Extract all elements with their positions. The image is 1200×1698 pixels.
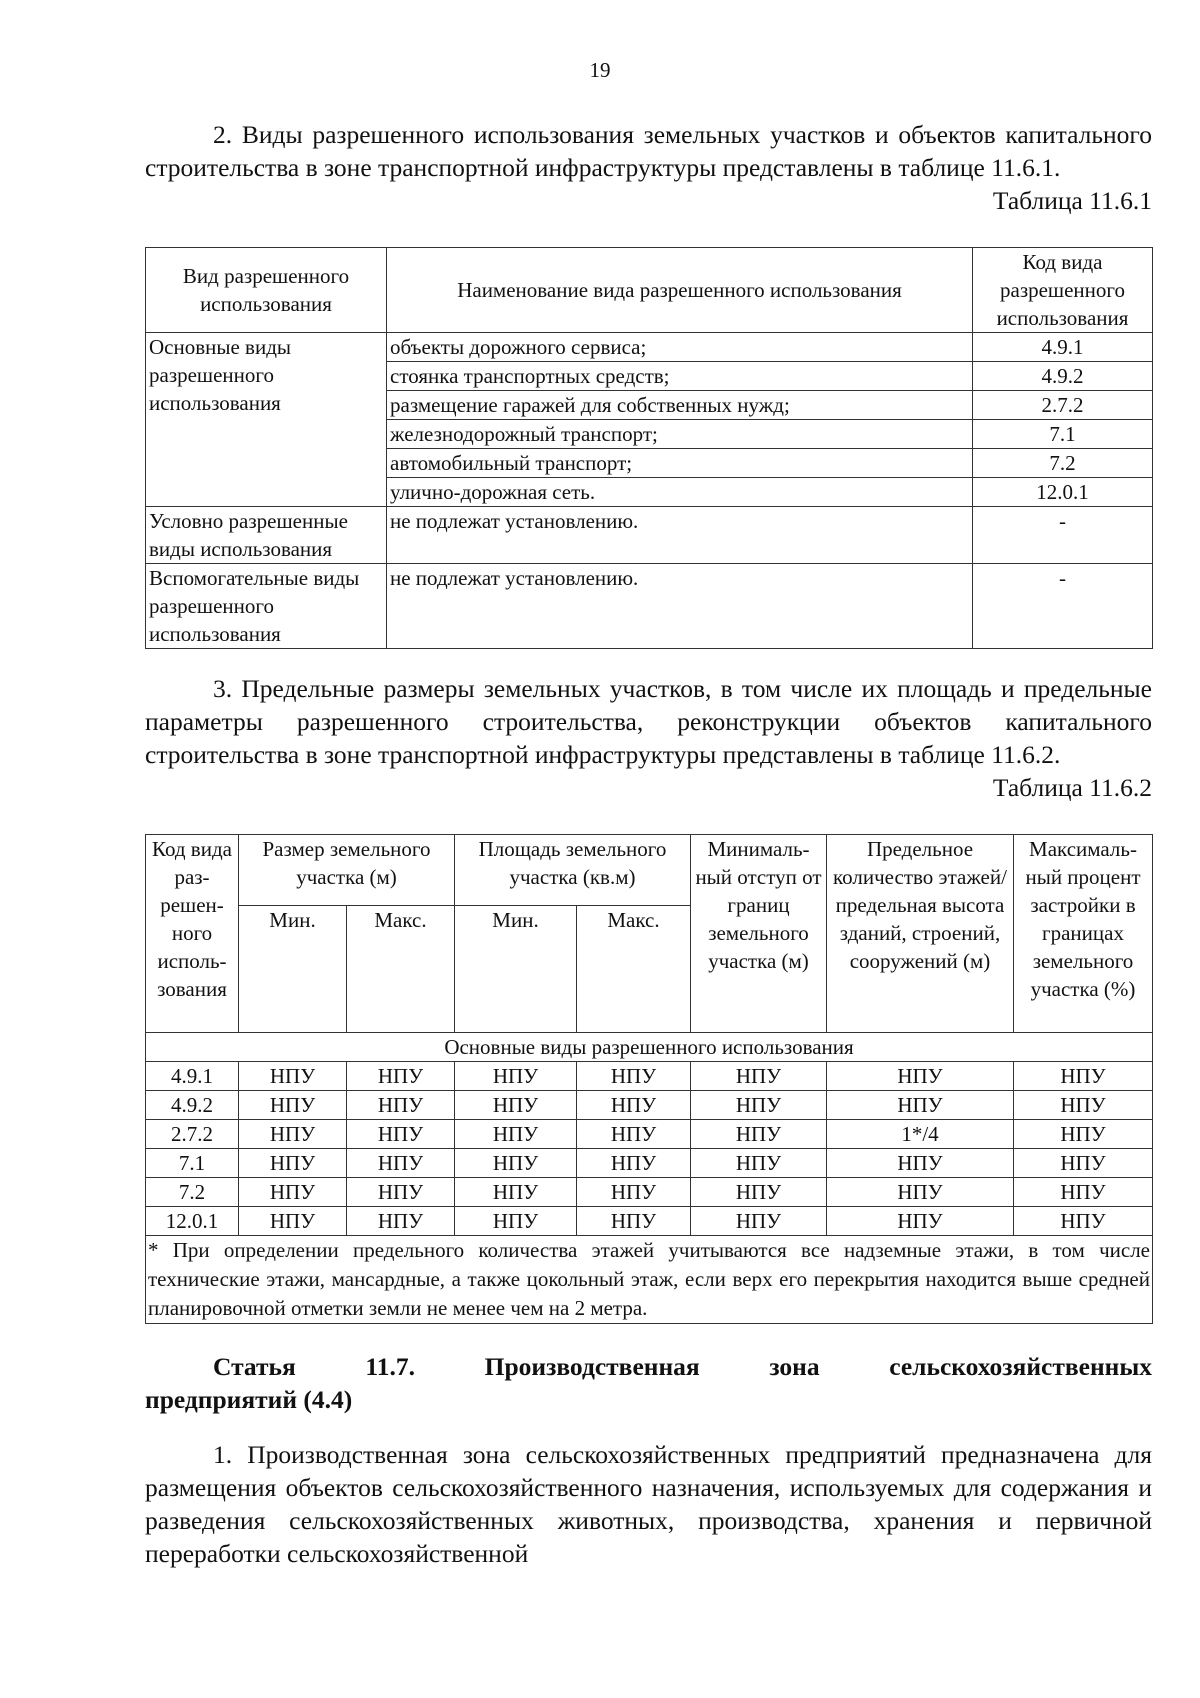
header-coverage: Максималь-ный процент застройки в границах земельного участка (%) (1014, 835, 1153, 1033)
article-title-line2: предприятий (4.4) (145, 1385, 353, 1414)
section-2 (145, 118, 1152, 216)
cell: НПУ (577, 1091, 691, 1120)
row-code: 4.9.1 (973, 333, 1153, 362)
article-title-line1: Статья 11.7. Производственная зона сельскохозяйственных (213, 1352, 1152, 1381)
cell: 2.7.2 (146, 1120, 239, 1149)
conditional-label: Условно разрешенные виды использования (146, 507, 387, 564)
auxiliary-label: Вспомогательные виды разрешенного использования (146, 564, 387, 649)
page-number: 19 (589, 58, 611, 82)
cell: НПУ (239, 1062, 347, 1091)
cell: НПУ (455, 1062, 577, 1091)
cell: НПУ (1014, 1062, 1153, 1091)
cell: НПУ (239, 1178, 347, 1207)
cell: НПУ (577, 1062, 691, 1091)
row-code: 12.0.1 (973, 478, 1153, 507)
header-size-max: Макс. (347, 906, 455, 1033)
table-11-6-2 (145, 834, 1153, 1324)
header-size-min: Мин. (239, 906, 347, 1033)
table-row (146, 333, 1153, 362)
table-header-row (146, 835, 1153, 906)
cell: НПУ (455, 1207, 577, 1236)
cell: НПУ (1014, 1091, 1153, 1120)
cell: НПУ (827, 1062, 1014, 1091)
article-title (145, 1350, 1152, 1383)
table-11-6-2-wrapper (145, 834, 1152, 1324)
header-kind: Вид разрешенного использования (146, 248, 387, 333)
table-caption-11-6-1: Таблица 11.6.1 (992, 186, 1152, 215)
table-row (146, 1091, 1153, 1120)
cell: НПУ (1014, 1120, 1153, 1149)
cell: НПУ (1014, 1178, 1153, 1207)
row-name: улично-дорожная сеть. (387, 478, 973, 507)
header-area: Площадь земельного участка (кв.м) (455, 835, 691, 906)
cell: НПУ (691, 1062, 827, 1091)
cell: НПУ (691, 1178, 827, 1207)
cell: 12.0.1 (146, 1207, 239, 1236)
cell: НПУ (347, 1178, 455, 1207)
cell: НПУ (347, 1091, 455, 1120)
table-row-conditional (146, 507, 1153, 564)
table-row (146, 1120, 1153, 1149)
row-code: 7.2 (973, 449, 1153, 478)
footnote: * При определении предельного количества этажей учитываются все надземные этажи, в том числе технические этажи, мансардные, а также цокольный этаж, если верх его перекрытия находится выше средней планировочной отметки земли не менее чем на 2 метра. (146, 1236, 1153, 1324)
cell: НПУ (577, 1149, 691, 1178)
auxiliary-code: - (973, 564, 1153, 649)
row-code: 7.1 (973, 420, 1153, 449)
header-setback: Минималь-ный отступ от границ земельного участка (м) (691, 835, 827, 1033)
cell: НПУ (827, 1178, 1014, 1207)
row-code: 4.9.2 (973, 362, 1153, 391)
cell: НПУ (455, 1120, 577, 1149)
conditional-name: не подлежат установлению. (387, 507, 973, 564)
section-row (146, 1033, 1153, 1062)
header-name: Наименование вида разрешенного использования (387, 248, 973, 333)
table-row (146, 1207, 1153, 1236)
cell: НПУ (691, 1207, 827, 1236)
cell: НПУ (827, 1091, 1014, 1120)
row-name: стоянка транспортных средств; (387, 362, 973, 391)
cell: НПУ (577, 1120, 691, 1149)
article-11-7 (145, 1350, 1152, 1570)
cell: НПУ (827, 1149, 1014, 1178)
cell: НПУ (239, 1207, 347, 1236)
conditional-code: - (973, 507, 1153, 564)
row-name: автомобильный транспорт; (387, 449, 973, 478)
cell: 4.9.2 (146, 1091, 239, 1120)
row-name: железнодорожный транспорт; (387, 420, 973, 449)
cell: 7.2 (146, 1178, 239, 1207)
footnote-row (146, 1236, 1153, 1324)
cell: НПУ (239, 1120, 347, 1149)
paragraph-2: 2. Виды разрешенного использования земельных участков и объектов капитального строительства в зоне транспортной инфраструктуры представлены в таблице 11.6.1. (145, 120, 1152, 182)
header-code: Код вида раз-решен-ного исполь-зования (146, 835, 239, 1033)
cell: НПУ (239, 1149, 347, 1178)
cell: НПУ (239, 1091, 347, 1120)
section-label: Основные виды разрешенного использования (146, 1033, 1153, 1062)
cell: 7.1 (146, 1149, 239, 1178)
group-main-label: Основные виды разрешенного использования (146, 333, 387, 507)
cell: НПУ (455, 1178, 577, 1207)
cell: 1*/4 (827, 1120, 1014, 1149)
header-code: Код вида разрешенного использования (973, 248, 1153, 333)
table-row-auxiliary (146, 564, 1153, 649)
section-3 (145, 672, 1152, 803)
cell: НПУ (577, 1178, 691, 1207)
table-11-6-1-wrapper (145, 247, 1152, 649)
table-row (146, 1178, 1153, 1207)
paragraph-3: 3. Предельные размеры земельных участков, в том числе их площадь и предельные параметры разрешенного строительства, реконструкции объектов капитального строительства в зоне транспортной инфраструктуры представлены в таблице 11.6.2. (145, 674, 1152, 769)
cell: НПУ (691, 1149, 827, 1178)
table-header-row (146, 248, 1153, 333)
row-name: размещение гаражей для собственных нужд; (387, 391, 973, 420)
table-11-6-1 (145, 247, 1153, 649)
auxiliary-name: не подлежат установлению. (387, 564, 973, 649)
cell: НПУ (1014, 1207, 1153, 1236)
header-area-min: Мин. (455, 906, 577, 1033)
cell: НПУ (455, 1091, 577, 1120)
cell: НПУ (347, 1207, 455, 1236)
cell: НПУ (577, 1207, 691, 1236)
cell: НПУ (347, 1149, 455, 1178)
row-name: объекты дорожного сервиса; (387, 333, 973, 362)
article-paragraph-1: 1. Производственная зона сельскохозяйственных предприятий предназначена для размещения объектов сельскохозяйственного назначения, используемых для содержания и разведения сельскохозяйственных животных, производства, хранения и первичной переработки сельскохозяйственной (145, 1440, 1152, 1568)
cell: НПУ (691, 1091, 827, 1120)
table-caption-11-6-2: Таблица 11.6.2 (992, 773, 1152, 802)
cell: НПУ (827, 1207, 1014, 1236)
cell: НПУ (1014, 1149, 1153, 1178)
header-floors: Предельное количество этажей/ предельная высота зданий, строений, сооружений (м) (827, 835, 1014, 1033)
table-row (146, 1062, 1153, 1091)
row-code: 2.7.2 (973, 391, 1153, 420)
cell: НПУ (455, 1149, 577, 1178)
table-row (146, 1149, 1153, 1178)
cell: НПУ (347, 1062, 455, 1091)
cell: 4.9.1 (146, 1062, 239, 1091)
header-area-max: Макс. (577, 906, 691, 1033)
header-size: Размер земельного участка (м) (239, 835, 455, 906)
cell: НПУ (691, 1120, 827, 1149)
cell: НПУ (347, 1120, 455, 1149)
